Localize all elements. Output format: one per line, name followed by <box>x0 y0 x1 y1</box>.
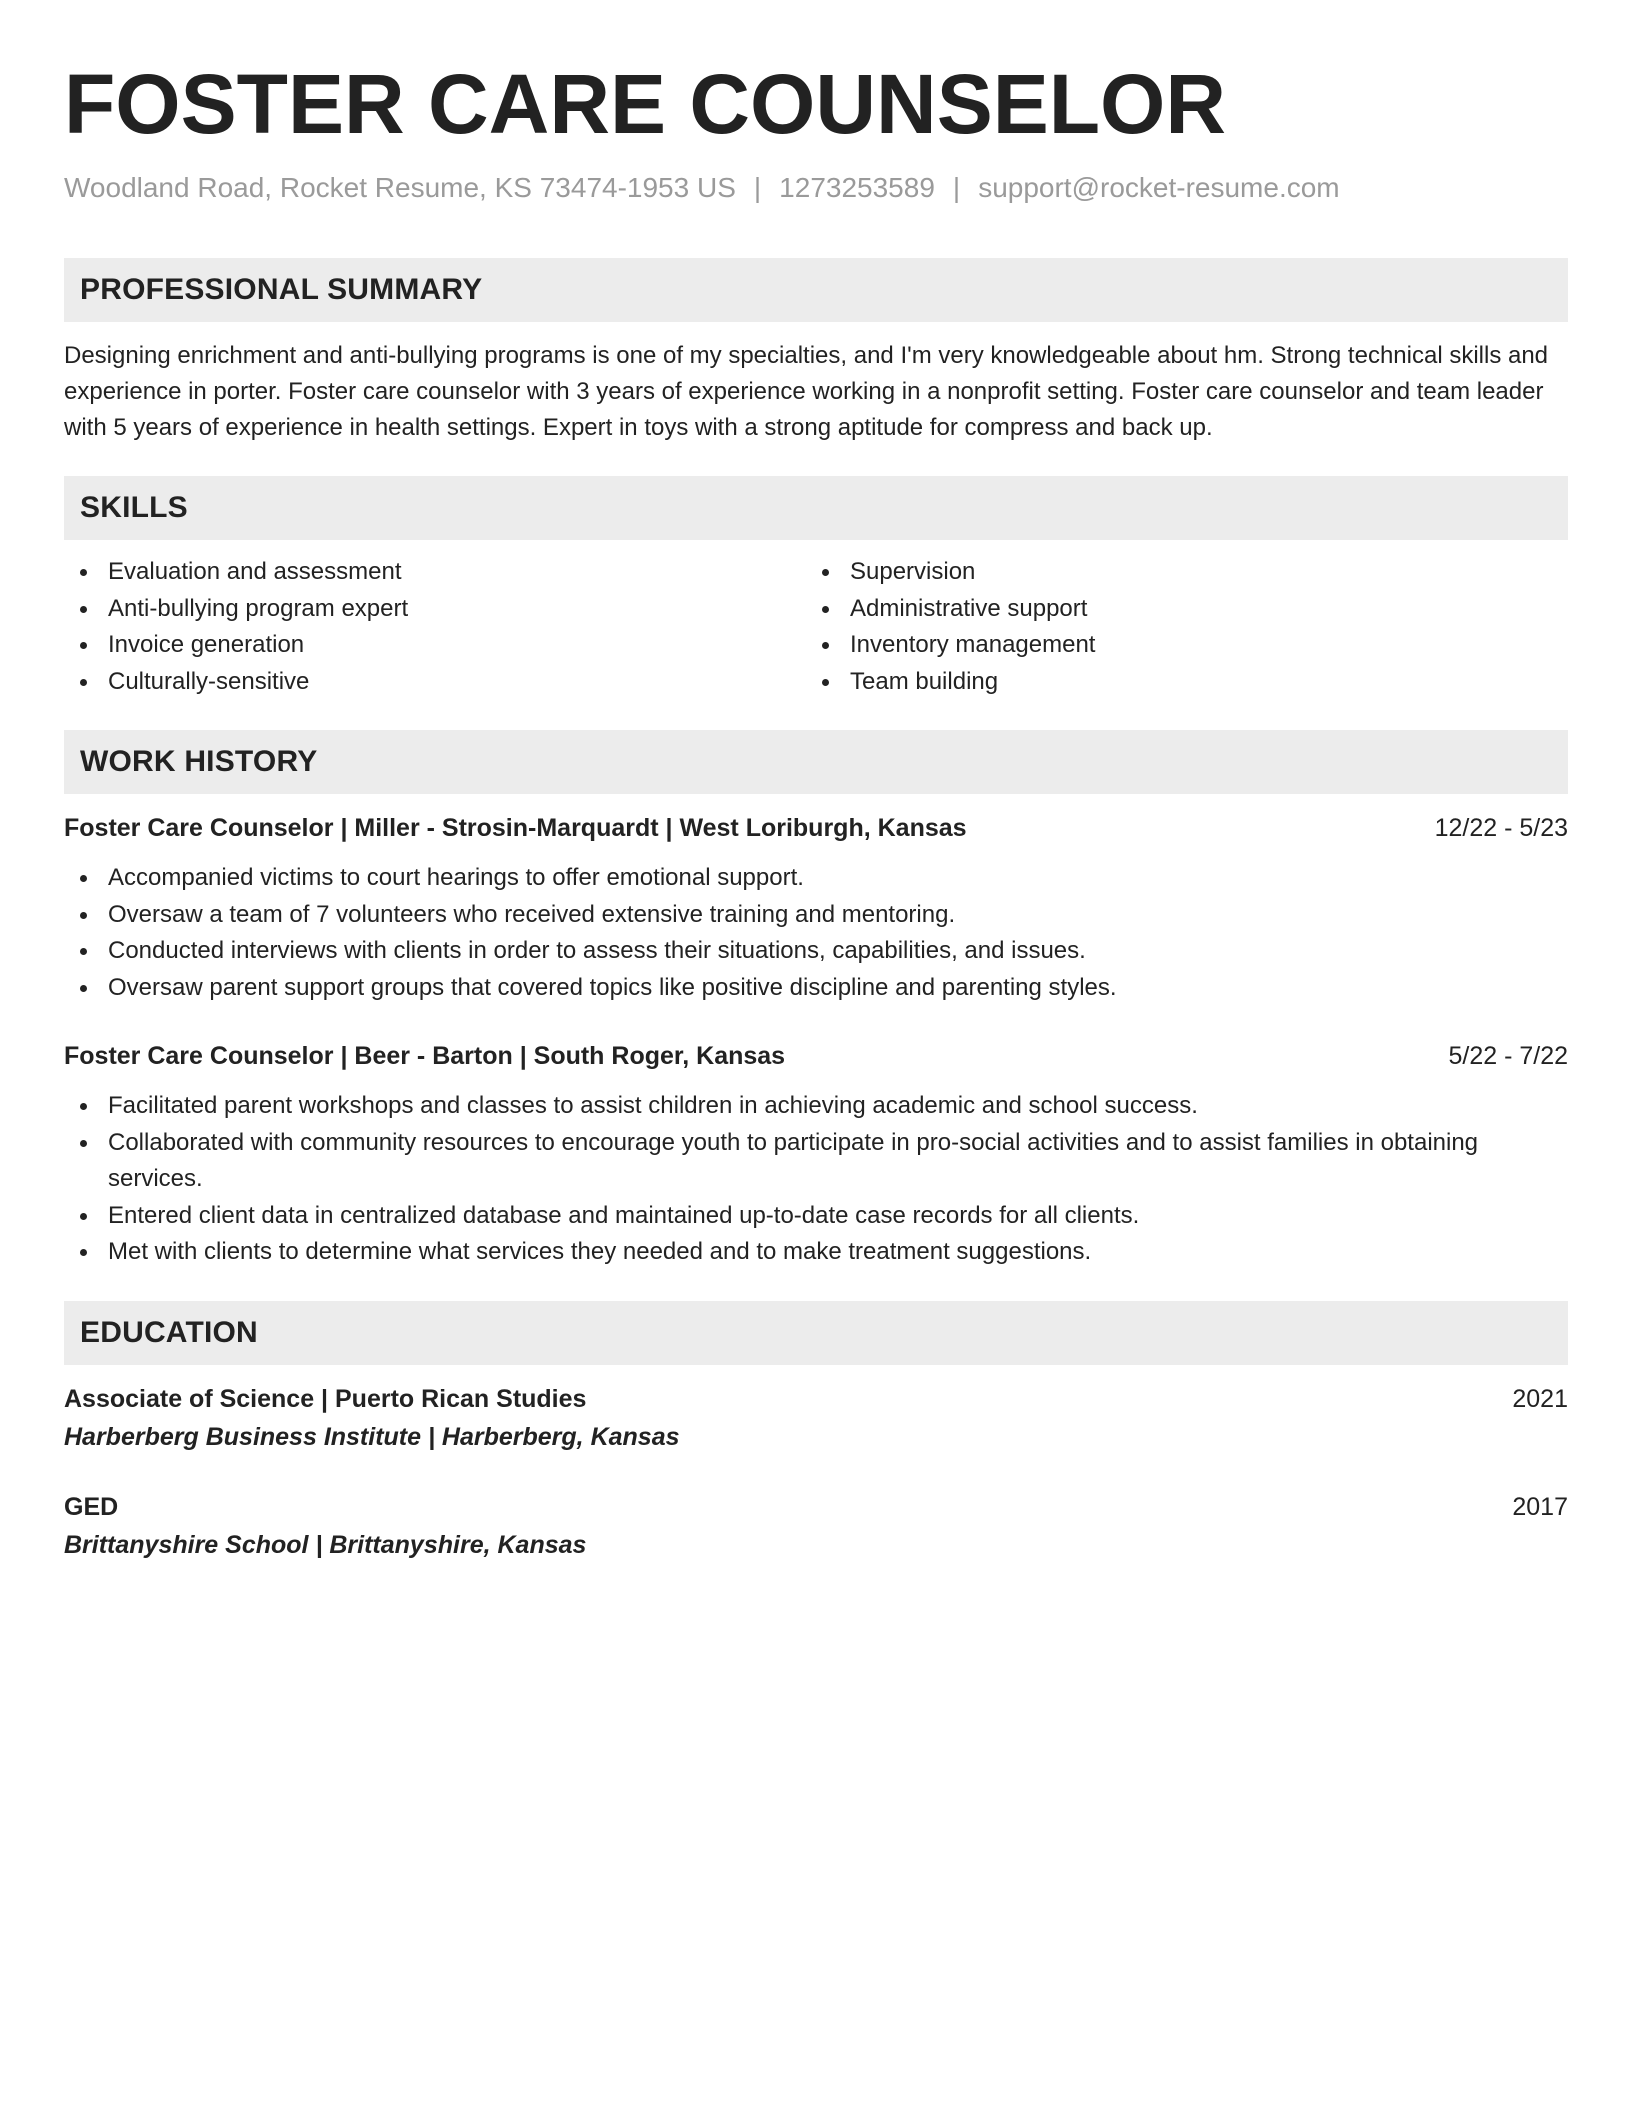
job-entry <box>64 1038 1568 1271</box>
job-dates: 12/22 - 5/23 <box>1434 814 1568 842</box>
skill-item: Administrative support <box>806 591 1548 628</box>
job-bullets <box>64 860 1568 1006</box>
skill-item: Invoice generation <box>64 627 806 664</box>
education-degree: Associate of Science | Puerto Rican Studies <box>64 1384 587 1413</box>
education-year: 2021 <box>1512 1384 1568 1413</box>
contact-phone: 1273253589 <box>779 172 935 203</box>
skill-item: Evaluation and assessment <box>64 554 806 591</box>
job-title: Foster Care Counselor | Beer - Barton | South Roger, Kansas <box>64 1042 786 1070</box>
skills-list <box>64 554 1568 700</box>
job-bullet: Conducted interviews with clients in order to assess their situations, capabilities, and issues. <box>64 933 1568 970</box>
skill-item: Culturally-sensitive <box>64 664 806 701</box>
job-bullet: Met with clients to determine what services they needed and to make treatment suggestions. <box>64 1234 1568 1271</box>
education-row <box>64 1489 1568 1525</box>
education-degree: GED <box>64 1492 119 1521</box>
contact-address: Woodland Road, Rocket Resume, KS 73474-1953 US <box>64 172 736 203</box>
job-title-row <box>64 1038 1568 1074</box>
skill-item: Anti-bullying program expert <box>64 591 806 628</box>
skills-column-left <box>64 554 806 700</box>
education-entry <box>64 1381 1568 1455</box>
education-school: Brittanyshire School | Brittanyshire, Kansas <box>64 1530 587 1559</box>
contact-email: support@rocket-resume.com <box>978 172 1340 203</box>
summary-text: Designing enrichment and anti-bullying programs is one of my specialties, and I'm very knowledgeable about hm. Strong technical skills and experience in porter. Foster care counselor with 3 years of experience working in a nonprofit setting. Foster care counselor and team leader with 5 years of experience in health settings. Expert in toys with a strong aptitude for compress and back up. <box>64 342 1549 441</box>
section-header-education: EDUCATION <box>64 1301 1568 1365</box>
education-entry <box>64 1489 1568 1563</box>
contact-separator: | <box>753 172 762 203</box>
education-school: Harberberg Business Institute | Harberberg, Kansas <box>64 1422 680 1451</box>
candidate-name: FOSTER CARE COUNSELOR <box>64 57 1227 151</box>
job-bullet: Collaborated with community resources to encourage youth to participate in pro-social activities and to assist families in obtaining services. <box>64 1125 1568 1198</box>
education-year: 2017 <box>1512 1492 1568 1521</box>
contact-line <box>64 170 1568 206</box>
skill-item: Supervision <box>806 554 1548 591</box>
section-header-summary: PROFESSIONAL SUMMARY <box>64 258 1568 322</box>
skill-item: Team building <box>806 664 1548 701</box>
job-bullet: Entered client data in centralized database and maintained up-to-date case records for all clients. <box>64 1198 1568 1235</box>
job-bullet: Oversaw parent support groups that covered topics like positive discipline and parenting styles. <box>64 970 1568 1007</box>
job-bullets <box>64 1088 1568 1271</box>
section-header-skills: SKILLS <box>64 476 1568 540</box>
job-dates: 5/22 - 7/22 <box>1448 1042 1568 1070</box>
job-title-row <box>64 810 1568 846</box>
job-bullet: Accompanied victims to court hearings to offer emotional support. <box>64 860 1568 897</box>
contact-separator: | <box>952 172 961 203</box>
job-entry <box>64 810 1568 1006</box>
section-header-work-history: WORK HISTORY <box>64 730 1568 794</box>
skills-column-right <box>806 554 1548 700</box>
skill-item: Inventory management <box>806 627 1548 664</box>
education-row <box>64 1381 1568 1417</box>
job-bullet: Oversaw a team of 7 volunteers who received extensive training and mentoring. <box>64 897 1568 934</box>
job-bullet: Facilitated parent workshops and classes to assist children in achieving academic and school success. <box>64 1088 1568 1125</box>
job-title: Foster Care Counselor | Miller - Strosin-Marquardt | West Loriburgh, Kansas <box>64 814 967 842</box>
